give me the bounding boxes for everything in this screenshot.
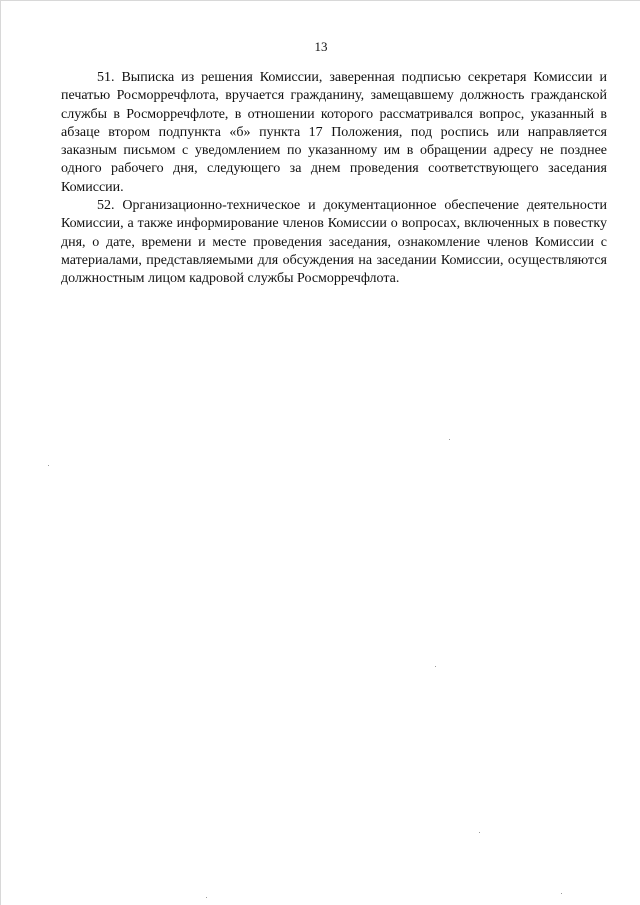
paragraph-52: 52. Организационно-техническое и документационное обеспечение деятельности Комиссии, а также информирование членов Комиссии о вопросах, включенных в повестку дня, о дате, времени и месте проведения заседания, ознакомление членов Комиссии с материалами, представляемыми для обсуждения на заседании Комиссии, осуществляются должностным лицом кадровой службы Росморречфлота.: [61, 198, 607, 287]
page-number: 13: [314, 39, 328, 54]
paragraph-51: 51. Выписка из решения Комиссии, заверенная подписью секретаря Комиссии и печатью Росморречфлота, вручается гражданину, замещавшему должность гражданской службы в Росморречфлоте, в отношении которого рассматривался вопрос, указанный в абзаце втором подпункта «б» пункта 17 Положения, под роспись или направляется заказным письмом с уведомлением по указанному им в обращении адресу не позднее одного рабочего дня, следующего за днем проведения соответствующего заседания Комиссии.: [61, 70, 607, 195]
document-body: [61, 69, 607, 289]
scan-speck: [48, 465, 49, 466]
scan-speck: [479, 832, 480, 833]
scan-speck: [206, 897, 207, 898]
scan-speck: [449, 439, 450, 440]
scan-speck: [435, 666, 436, 667]
scan-speck: [561, 893, 562, 894]
